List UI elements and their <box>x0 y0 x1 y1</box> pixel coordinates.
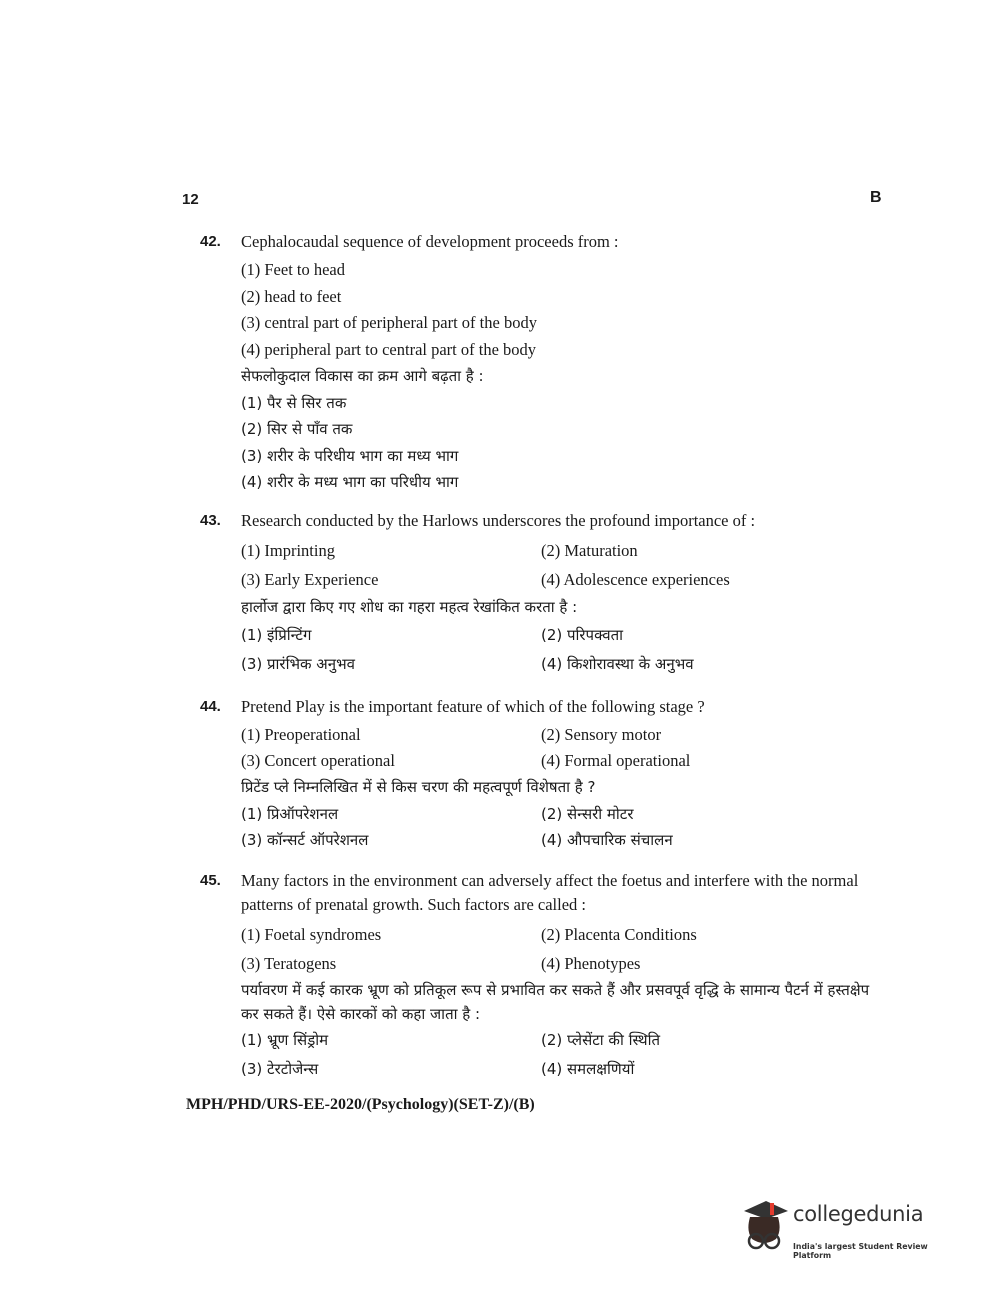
option-hi: (4) औपचारिक संचालन <box>541 830 673 849</box>
logo-tagline: India's largest Student Review Platform <box>793 1242 928 1260</box>
option-hi: (3) शरीर के परिधीय भाग का मध्य भाग <box>241 446 459 465</box>
question-text-en: Cephalocaudal sequence of development proceeds from : <box>241 232 619 251</box>
set-letter: B <box>870 189 882 206</box>
question-number: 44. <box>200 698 221 715</box>
option-en: (4) peripheral part to central part of the body <box>241 339 537 359</box>
question-43 <box>200 509 890 679</box>
option-en: (1) Feet to head <box>241 260 346 279</box>
page-number: 12 <box>182 191 199 208</box>
option-en: (1) Preoperational <box>241 725 361 744</box>
question-number: 42. <box>200 233 221 250</box>
option-hi: (3) प्रारंभिक अनुभव <box>241 654 355 673</box>
option-hi: (4) समलक्षणियों <box>541 1060 635 1078</box>
option-en: (2) head to feet <box>241 286 342 306</box>
option-hi: (3) टेरटोजेन्स <box>241 1060 319 1078</box>
mascot-icon <box>736 1197 792 1259</box>
option-hi: (4) किशोरावस्था के अनुभव <box>541 654 694 673</box>
option-en: (3) Concert operational <box>241 751 395 770</box>
option-hi: (2) प्लेसेंटा की स्थिति <box>541 1031 661 1049</box>
option-hi: (1) भ्रूण सिंड्रोम <box>241 1031 329 1049</box>
question-number: 43. <box>200 512 221 529</box>
option-en: (3) Early Experience <box>241 570 379 589</box>
option-en: (4) Phenotypes <box>541 954 641 973</box>
option-en: (4) Formal operational <box>541 751 691 770</box>
question-44 <box>200 695 890 853</box>
option-en: (3) Teratogens <box>241 954 337 973</box>
option-hi: (1) इंप्रिन्टिंग <box>241 625 312 644</box>
option-en: (1) Imprinting <box>241 541 335 560</box>
question-42 <box>200 230 890 496</box>
option-hi: (2) सिर से पाँव तक <box>241 420 353 438</box>
option-en: (2) Placenta Conditions <box>541 925 697 944</box>
collegedunia-logo <box>736 1197 958 1259</box>
option-en: (4) Adolescence experiences <box>541 570 730 589</box>
option-hi: (2) सेन्सरी मोटर <box>541 804 634 823</box>
option-en: (1) Foetal syndromes <box>241 925 382 944</box>
question-text-en: Research conducted by the Harlows underscores the profound importance of : <box>241 511 756 530</box>
option-hi: (2) परिपक्वता <box>541 625 624 644</box>
question-45 <box>200 869 890 1084</box>
question-text-hi: सेफलोकुदाल विकास का क्रम आगे बढ़ता है : <box>241 367 484 385</box>
option-hi: (4) शरीर के मध्य भाग का परिधीय भाग <box>241 473 459 491</box>
option-en: (2) Sensory motor <box>541 725 662 744</box>
option-en: (3) central part of peripheral part of the body <box>241 313 537 332</box>
logo-brand: collegedunia <box>793 1202 924 1226</box>
question-text-hi: हार्लोज द्वारा किए गए शोध का गहरा महत्व रेखांकित करता है : <box>241 598 578 616</box>
option-hi: (1) प्रिऑपरेशनल <box>241 804 339 823</box>
question-text-en: Pretend Play is the important feature of which of the following stage ? <box>241 697 705 716</box>
paper-code: MPH/PHD/URS-EE-2020/(Psychology)(SET-Z)/(B) <box>186 1096 535 1113</box>
option-en: (2) Maturation <box>541 541 638 560</box>
question-text-en: Many factors in the environment can adversely affect the foetus and interfere with the normal patterns of prenatal growth. Such factors are called : <box>241 871 859 914</box>
option-hi: (1) पैर से सिर तक <box>241 393 347 412</box>
question-text-hi: प्रिटेंड प्ले निम्नलिखित में से किस चरण की महत्वपूर्ण विशेषता है ? <box>241 778 596 796</box>
question-text-hi: पर्यावरण में कई कारक भ्रूण को प्रतिकूल रूप से प्रभावित कर सकते हैं और प्रसवपूर्व वृद्धि के सामान्य पैटर्न में हस्तक्षेप कर सकते हैं। ऐसे कारकों को कहा जाता है : <box>241 981 870 1023</box>
question-number: 45. <box>200 872 221 889</box>
option-hi: (3) कॉन्सर्ट ऑपरेशनल <box>241 830 369 849</box>
